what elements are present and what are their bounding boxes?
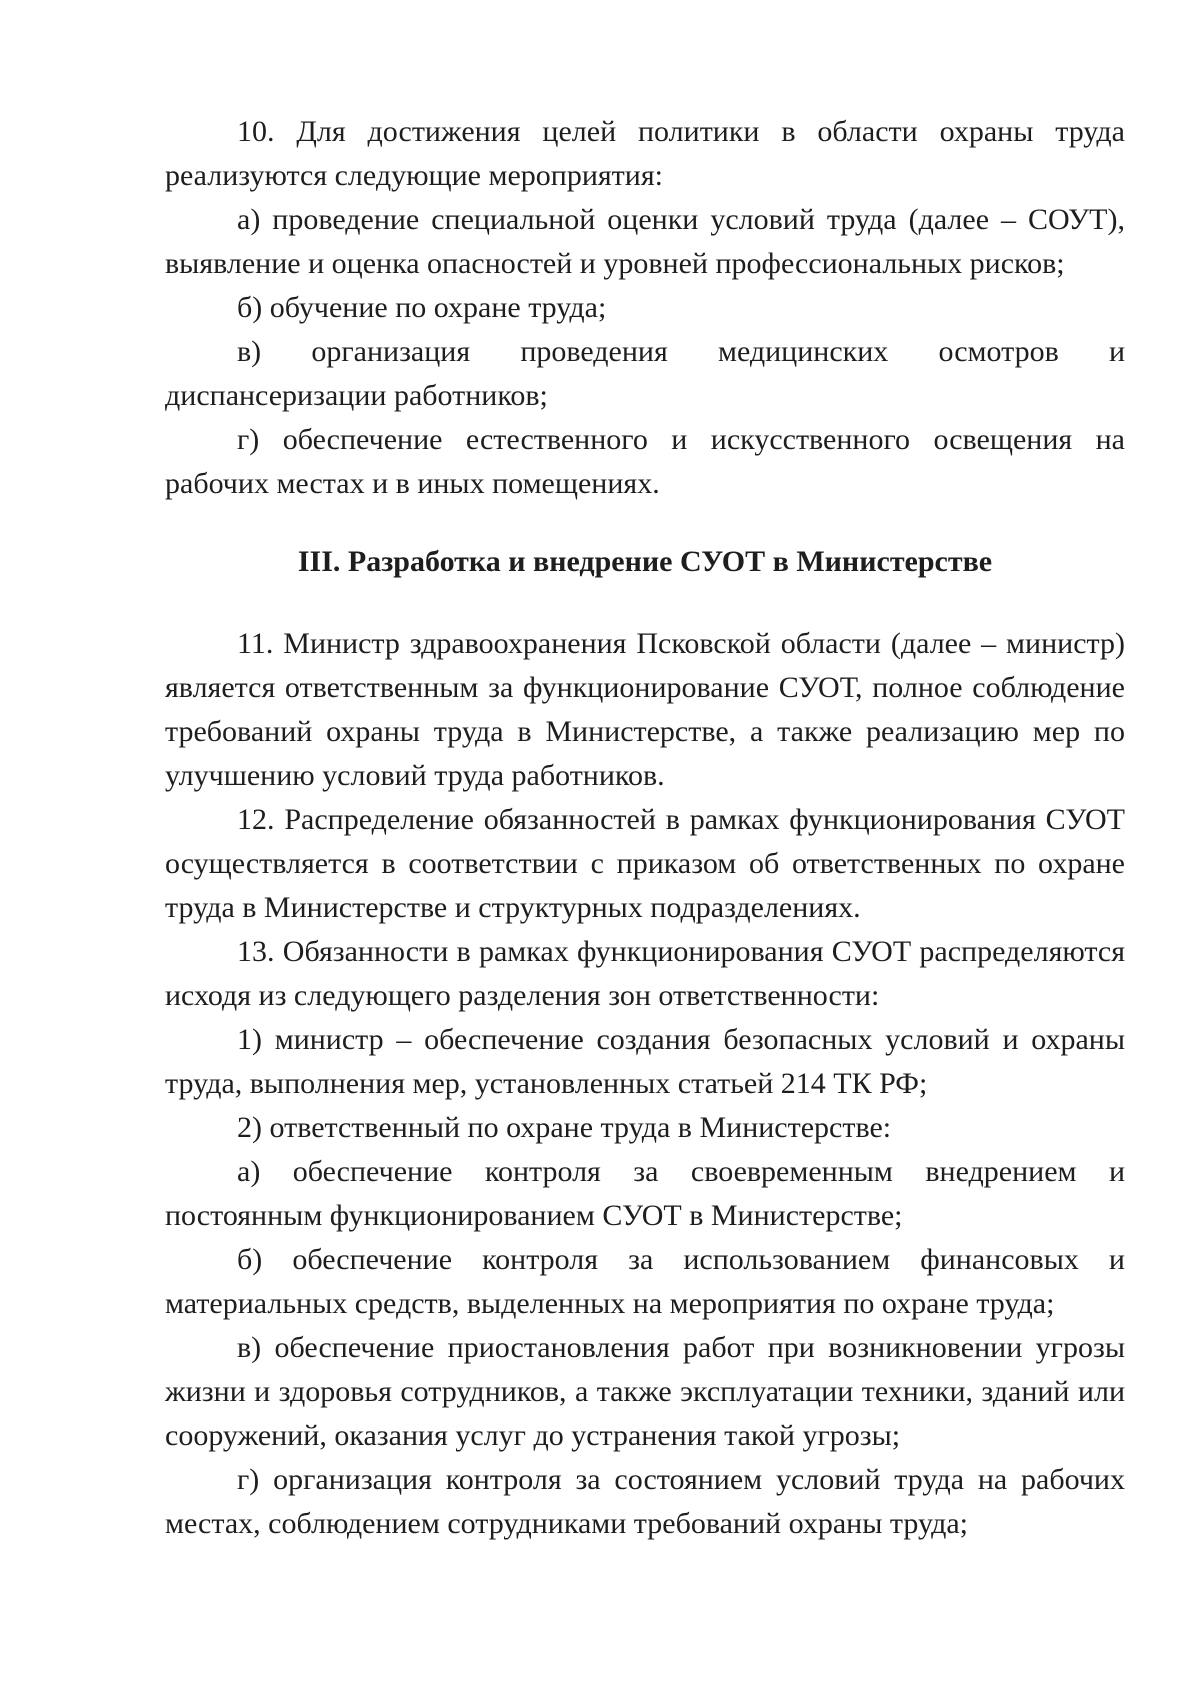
document-body — [165, 110, 1125, 1546]
paragraph-10g: г) обеспечение естественного и искусственного освещения на рабочих местах и в иных помещениях. — [165, 423, 1125, 500]
paragraph-13-1: 1) министр – обеспечение создания безопасных условий и охраны труда, выполнения мер, установленных статьей 214 ТК РФ; — [165, 1023, 1125, 1100]
paragraph-10v: в) организация проведения медицинских осмотров и диспансеризации работников; — [165, 335, 1125, 412]
paragraph-13: 13. Обязанности в рамках функционирования СУОТ распределяются исходя из следующего разделения зон ответственности: — [165, 935, 1125, 1012]
paragraph-10b: б) обучение по охране труда; — [237, 291, 607, 324]
paragraph-10: 10. Для достижения целей политики в области охраны труда реализуются следующие мероприятия: — [165, 115, 1125, 192]
paragraph-13-2g: г) организация контроля за состоянием условий труда на рабочих местах, соблюдением сотрудниками требований охраны труда; — [165, 1463, 1125, 1540]
paragraph-13-2: 2) ответственный по охране труда в Министерстве: — [237, 1111, 892, 1144]
paragraph-12: 12. Распределение обязанностей в рамках функционирования СУОТ осуществляется в соответствии с приказом об ответственных по охране труда в Министерстве и структурных подразделениях. — [165, 803, 1125, 924]
paragraph-10a: а) проведение специальной оценки условий труда (далее – СОУТ), выявление и оценка опасностей и уровней профессиональных рисков; — [165, 203, 1125, 280]
paragraph-11: 11. Министр здравоохранения Псковской области (далее – министр) является ответственным за функционирование СУОТ, полное соблюдение требований охраны труда в Министерстве, а также реализацию мер по улучшению условий труда работников. — [165, 627, 1125, 792]
paragraph-13-2b: б) обеспечение контроля за использованием финансовых и материальных средств, выделенных на мероприятия по охране труда; — [165, 1243, 1125, 1320]
paragraph-13-2a: а) обеспечение контроля за своевременным внедрением и постоянным функционированием СУОТ в Министерстве; — [165, 1155, 1125, 1232]
section-heading: III. Разработка и внедрение СУОТ в Министерстве — [297, 545, 993, 578]
paragraph-13-2v: в) обеспечение приостановления работ при возникновении угрозы жизни и здоровья сотрудников, а также эксплуатации техники, зданий или сооружений, оказания услуг до устранения такой угрозы; — [165, 1331, 1125, 1452]
